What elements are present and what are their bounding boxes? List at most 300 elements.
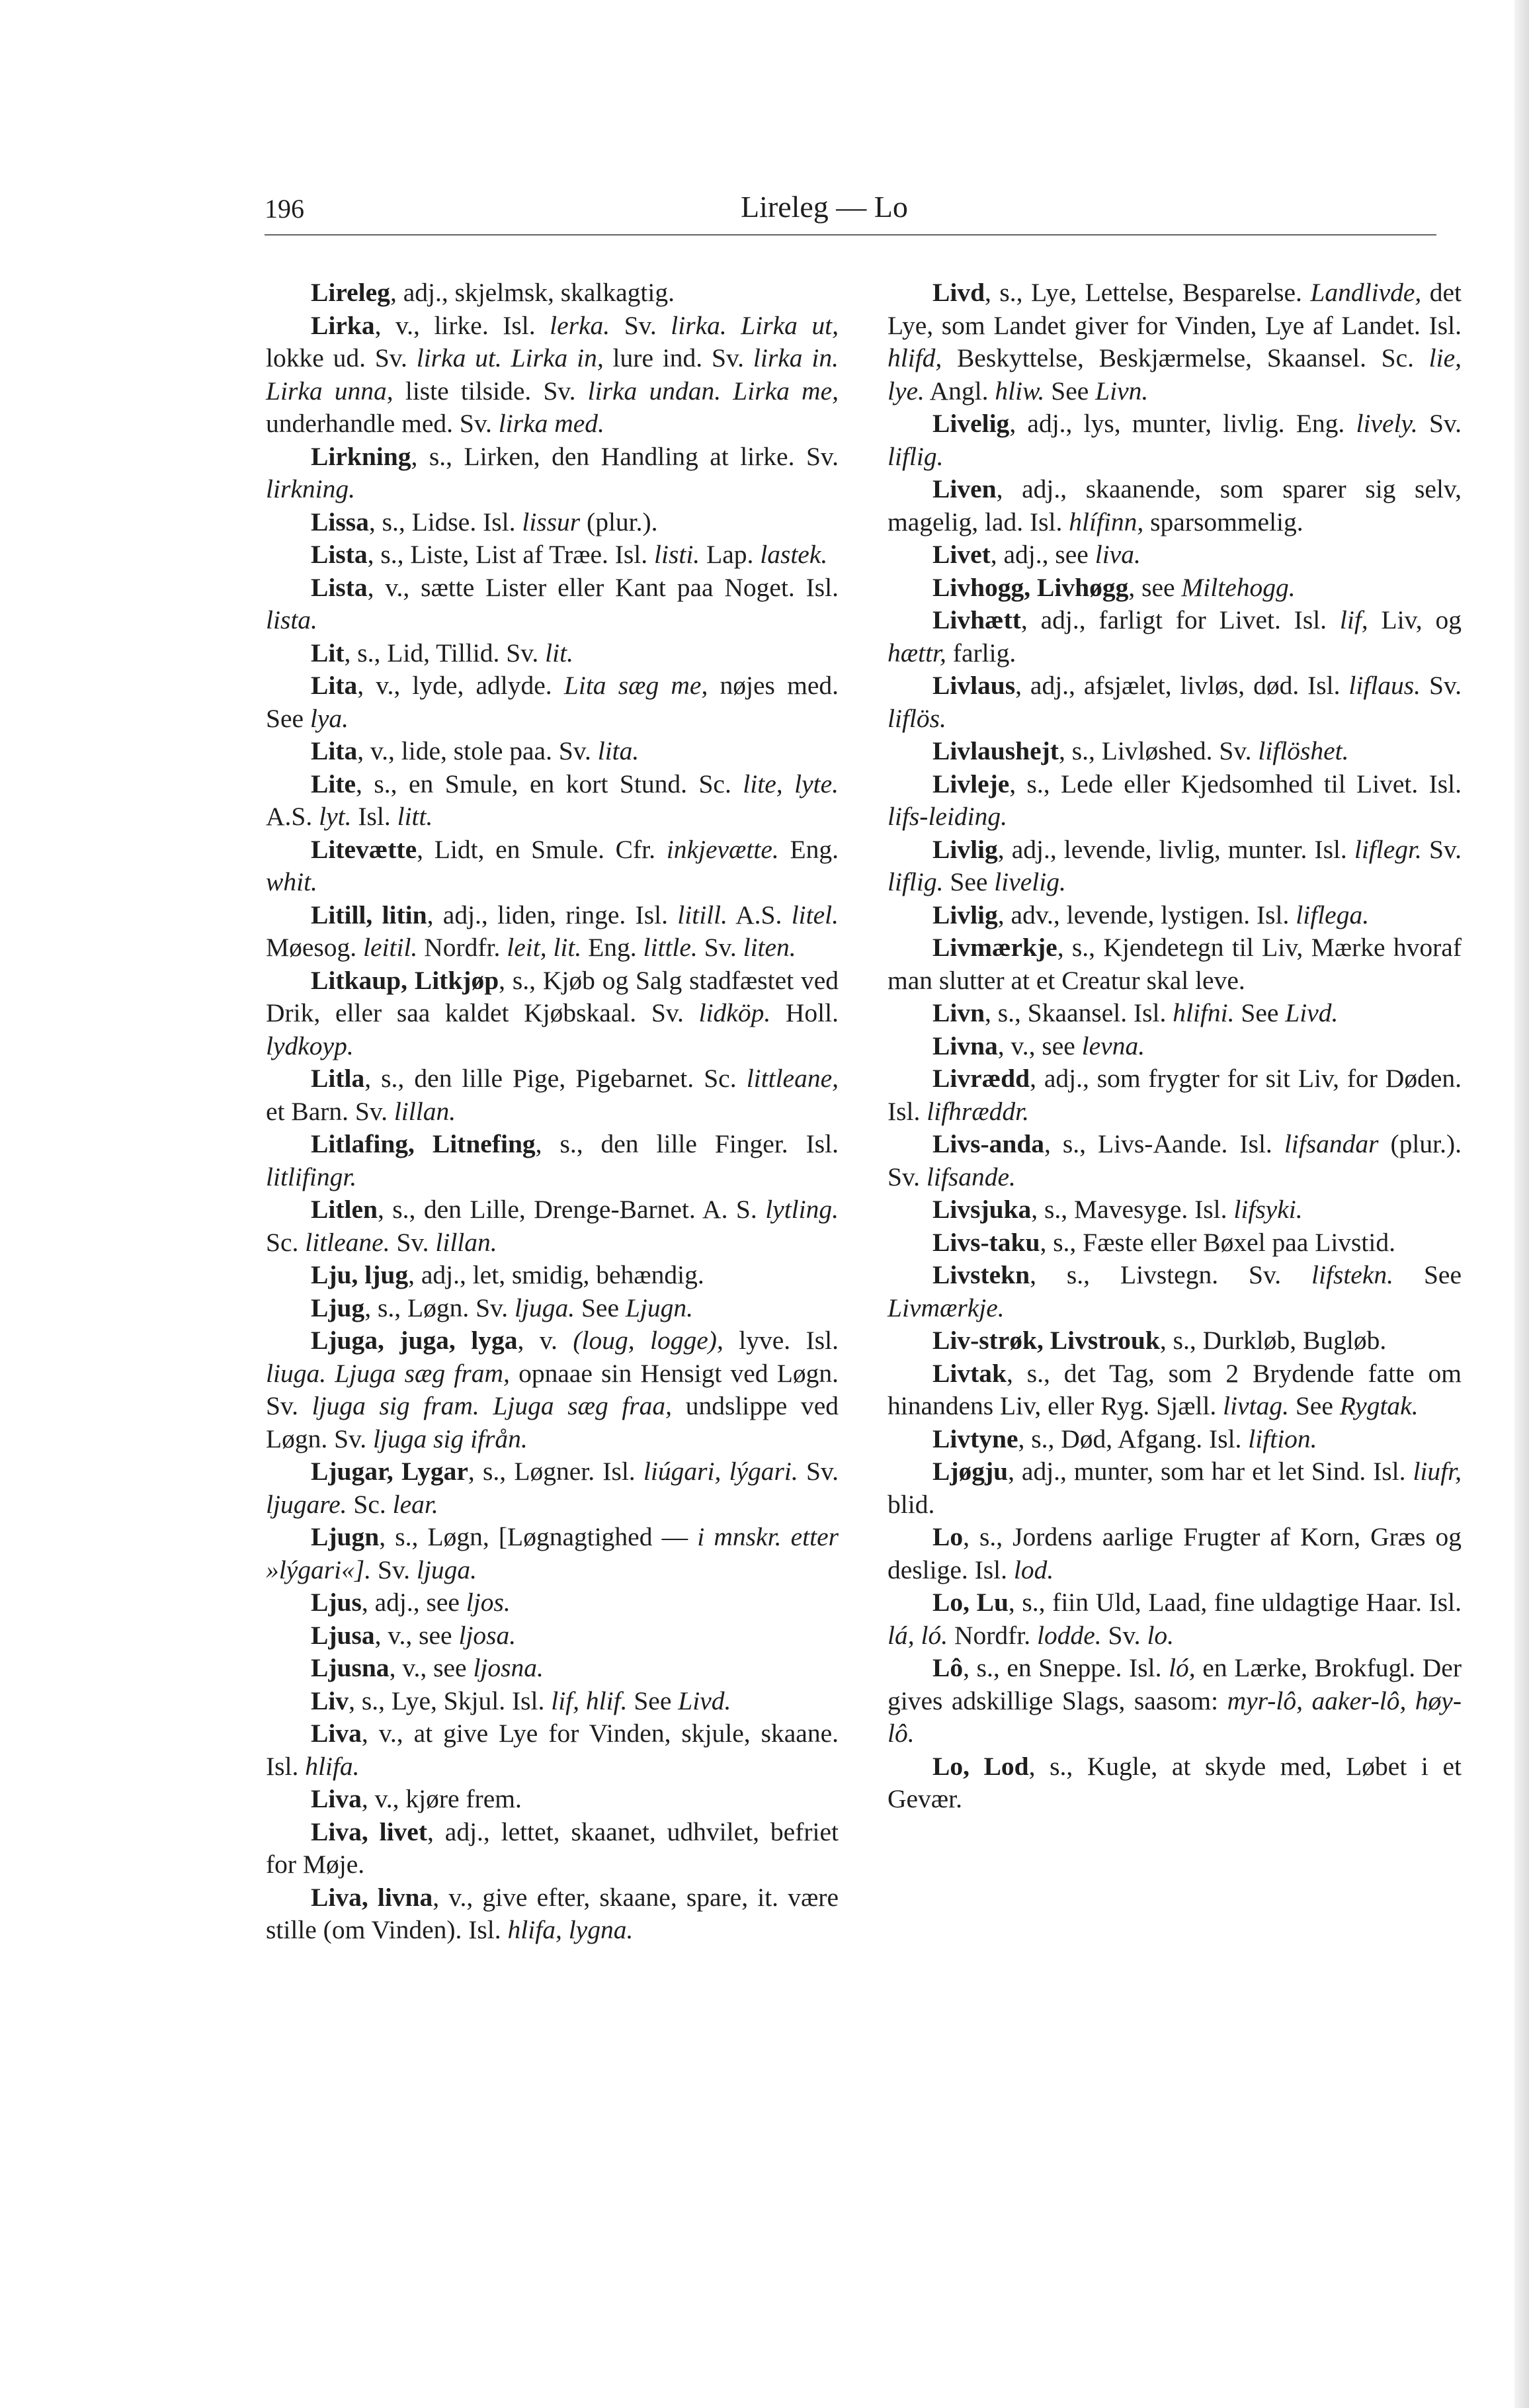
- definition-text: , adj., let, smidig, behændig.: [408, 1260, 704, 1289]
- italic-text: lifstekn.: [1311, 1260, 1393, 1289]
- italic-text: little.: [643, 933, 698, 962]
- definition-text: Sv.: [1421, 671, 1462, 700]
- headword: Liva, livet: [311, 1817, 427, 1846]
- definition-text: See: [575, 1293, 626, 1322]
- italic-text: litleane.: [305, 1227, 390, 1257]
- definition-text: , adj., see: [990, 540, 1095, 569]
- italic-text: lerka.: [550, 310, 610, 340]
- definition-text: , adj., liden, ringe. Isl.: [427, 900, 678, 929]
- italic-text: lif, hlif.: [551, 1686, 628, 1715]
- italic-text: hlifd,: [888, 343, 942, 372]
- italic-text: litt.: [397, 802, 433, 831]
- definition-text: Eng.: [581, 933, 643, 962]
- definition-text: , v., sætte Lister eller Kant paa Noget. Isl.: [367, 572, 839, 602]
- headword: Livrædd: [932, 1064, 1030, 1093]
- dictionary-entry: [266, 1324, 839, 1455]
- definition-text: , s., Livstegn. Sv.: [1030, 1260, 1312, 1289]
- dictionary-entry: [266, 1259, 839, 1292]
- italic-text: ló,: [1169, 1653, 1196, 1682]
- definition-text: A.S.: [266, 802, 319, 831]
- italic-text: livtag.: [1223, 1391, 1289, 1420]
- italic-text: livelig.: [994, 867, 1066, 896]
- italic-text: Landlivde,: [1310, 278, 1422, 307]
- definition-text: , s., Kjendetegn til Liv, Mærke hvoraf man slutter at et Creatur skal leve.: [888, 933, 1462, 995]
- italic-text: Livn.: [1095, 376, 1149, 406]
- headword: Lissa: [311, 507, 369, 537]
- headword: Lista: [311, 540, 368, 569]
- headword: Ljusa: [311, 1620, 375, 1650]
- headword: Ljus: [311, 1588, 362, 1617]
- definition-text: , s., den Lille, Drenge-Barnet. A. S.: [377, 1195, 766, 1224]
- definition-text: Beskyttelse, Beskjærmelse, Skaansel. Sc.: [942, 343, 1429, 372]
- italic-text: litill.: [677, 900, 728, 929]
- definition-text: , s., Lidse. Isl.: [368, 507, 522, 537]
- definition-text: , s., Løgn, [Løgnagtighed —: [379, 1522, 698, 1551]
- italic-text: liúgari, lýgari.: [643, 1457, 798, 1486]
- definition-text: , v., lirke. Isl.: [374, 310, 550, 340]
- italic-text: Miltehogg.: [1181, 572, 1296, 602]
- headword: Livelig: [932, 409, 1010, 438]
- dictionary-entry: [266, 1521, 839, 1586]
- headword: Liven: [932, 474, 997, 503]
- definition-text: A.S.: [727, 900, 792, 929]
- italic-text: lydkoyp.: [266, 1031, 354, 1060]
- definition-text: , v., kjøre frem.: [361, 1784, 522, 1813]
- italic-text: lista.: [266, 605, 317, 634]
- definition-text: liste tilside. Sv.: [393, 376, 588, 406]
- italic-text: lite, lyte.: [743, 769, 839, 798]
- dictionary-entry: [888, 834, 1462, 899]
- definition-text: , s., Skaansel. Isl.: [985, 998, 1173, 1027]
- dictionary-entry: [888, 1062, 1462, 1128]
- definition-text: Sc.: [347, 1489, 393, 1519]
- dictionary-entry: [266, 441, 839, 506]
- headword: Lirka: [311, 310, 375, 340]
- italic-text: hlifa.: [305, 1751, 360, 1781]
- dictionary-entry: [888, 1455, 1462, 1521]
- dictionary-entry: [888, 538, 1462, 572]
- definition-text: Nordfr.: [417, 933, 507, 962]
- italic-text: whit.: [266, 867, 317, 896]
- definition-text: lure ind. Sv.: [603, 343, 753, 372]
- dictionary-entry: [266, 899, 839, 965]
- italic-text: hliw.: [995, 376, 1045, 406]
- running-head: [265, 190, 1436, 236]
- definition-text: See: [1044, 376, 1096, 406]
- italic-text: liflig.: [888, 441, 944, 471]
- headword: Ljøgju: [932, 1457, 1009, 1486]
- definition-text: , s., Lid, Tillid. Sv.: [344, 638, 546, 667]
- definition-text: , s., Lye, Lettelse, Besparelse.: [985, 278, 1311, 307]
- dictionary-entry: [266, 965, 839, 1063]
- dictionary-entry: [266, 538, 839, 572]
- headword: Lo, Lod: [932, 1751, 1029, 1781]
- headword: Ljugar, Lygar: [311, 1457, 468, 1486]
- italic-text: Ljugn.: [625, 1293, 693, 1322]
- headword: Lista: [311, 572, 368, 602]
- dictionary-entry: [266, 834, 839, 899]
- dictionary-entry: [266, 1062, 839, 1128]
- headword: Livhætt: [932, 605, 1021, 634]
- italic-text: lit.: [545, 638, 573, 667]
- headword: Livstekn: [932, 1260, 1030, 1289]
- definition-text: Nordfr.: [948, 1620, 1038, 1650]
- dictionary-entry: [888, 1521, 1462, 1586]
- definition-text: underhandle med. Sv.: [266, 409, 499, 438]
- headword: Lo: [932, 1522, 964, 1551]
- right-column: [888, 277, 1462, 1816]
- definition-text: sparsommelig.: [1143, 507, 1303, 537]
- headword: Livmærkje: [932, 933, 1057, 962]
- italic-text: liflegr.: [1354, 834, 1422, 864]
- italic-text: Rygtak.: [1339, 1391, 1419, 1420]
- definition-text: Sv.: [798, 1457, 839, 1486]
- italic-text: lidköp.: [698, 998, 771, 1027]
- headword: Livlaushejt: [932, 736, 1059, 765]
- dictionary-entry: [888, 1128, 1462, 1193]
- definition-text: , adv., levende, lystigen. Isl.: [997, 900, 1296, 929]
- definition-text: , adj., som frygter for sit Liv, for Døden. Isl.: [888, 1064, 1462, 1126]
- italic-text: leitil.: [363, 933, 418, 962]
- italic-text: myr-lô, aaker-lô, høy-lô.: [888, 1686, 1462, 1748]
- italic-text: Livd.: [678, 1686, 731, 1715]
- dictionary-entry: [888, 1226, 1462, 1260]
- dictionary-entry: [888, 1324, 1462, 1357]
- headword: Litlen: [311, 1195, 378, 1224]
- italic-text: lirka undan. Lirka me,: [587, 376, 839, 406]
- dictionary-entry: [266, 310, 839, 441]
- definition-text: et Barn. Sv.: [266, 1096, 394, 1126]
- dictionary-entry: [888, 1586, 1462, 1652]
- dictionary-entry: [888, 735, 1462, 768]
- italic-text: lively.: [1356, 409, 1418, 438]
- header-title: Lireleg — Lo: [741, 190, 908, 224]
- dictionary-entry: [888, 997, 1462, 1030]
- italic-text: litel.: [791, 900, 839, 929]
- dictionary-entry: [266, 669, 839, 735]
- headword: Lita: [311, 736, 358, 765]
- definition-text: det Lye, som Landet giver for Vinden, Lye af Landet. Isl.: [888, 278, 1462, 340]
- definition-text: , adj., levende, livlig, munter. Isl.: [997, 834, 1354, 864]
- headword: Lô: [932, 1653, 964, 1682]
- italic-text: lirka in. Lirka unna,: [266, 343, 839, 406]
- dictionary-entry: [888, 604, 1462, 669]
- dictionary-entry: [266, 1816, 839, 1881]
- page-edge: [1514, 0, 1529, 2408]
- headword: Ljugn: [311, 1522, 380, 1551]
- italic-text: inkjevætte.: [666, 834, 779, 864]
- dictionary-entry: [888, 1030, 1462, 1063]
- italic-text: lifsyki.: [1233, 1195, 1303, 1224]
- definition-text: See: [1234, 998, 1286, 1027]
- italic-text: lirkning.: [266, 474, 355, 503]
- definition-text: , adj., see: [361, 1588, 466, 1617]
- dictionary-entry: [888, 768, 1462, 834]
- italic-text: lod.: [1013, 1555, 1054, 1584]
- definition-text: , v., at give Lye for Vinden, skjule, skaane. Isl.: [266, 1719, 839, 1781]
- definition-text: , adj., skjelmsk, skalkagtig.: [390, 278, 675, 307]
- italic-text: hlifa, lygna.: [507, 1915, 634, 1944]
- definition-text: Lap.: [700, 540, 761, 569]
- headword: Ljug: [311, 1293, 365, 1322]
- definition-text: , s., den lille Pige, Pigebarnet. Sc.: [364, 1064, 747, 1093]
- headword: Lireleg: [311, 278, 390, 307]
- dictionary-entry: [266, 572, 839, 637]
- headword: Liva, livna: [311, 1882, 433, 1912]
- definition-text: , see: [1128, 572, 1182, 602]
- italic-text: lillan.: [393, 1096, 456, 1126]
- header-rule: [265, 234, 1436, 236]
- dictionary-entry: [888, 1750, 1462, 1816]
- dictionary-entry: [266, 768, 839, 834]
- italic-text: litlifingr.: [266, 1162, 357, 1191]
- italic-text: lifsandar: [1284, 1129, 1379, 1158]
- definition-text: , s., Livs-Aande. Isl.: [1044, 1129, 1284, 1158]
- italic-text: lif,: [1339, 605, 1368, 634]
- definition-text: Sv.: [610, 310, 671, 340]
- definition-text: , s., Livløshed. Sv.: [1058, 736, 1259, 765]
- headword: Livn: [932, 998, 985, 1027]
- definition-text: See: [943, 867, 995, 896]
- dictionary-entry: [266, 637, 839, 670]
- definition-text: , s., Løgner. Isl.: [468, 1457, 643, 1486]
- headword: Livlaus: [932, 671, 1016, 700]
- definition-text: Isl.: [351, 802, 397, 831]
- definition-text: , s., en Smule, en kort Stund. Sc.: [356, 769, 743, 798]
- italic-text: lastek.: [760, 540, 828, 569]
- definition-text: (plur.). Sv.: [888, 1129, 1462, 1191]
- definition-text: lokke ud. Sv.: [266, 343, 417, 372]
- italic-text: liflöshet.: [1258, 736, 1349, 765]
- headword: Livna: [932, 1031, 998, 1060]
- headword: Livtyne: [932, 1424, 1018, 1453]
- italic-text: lifhræddr.: [927, 1096, 1030, 1126]
- definition-text: (plur.).: [580, 507, 658, 537]
- italic-text: Livd.: [1285, 998, 1339, 1027]
- definition-text: Sc.: [266, 1227, 306, 1257]
- italic-text: ljosa.: [458, 1620, 517, 1650]
- definition-text: Sv.: [1421, 834, 1462, 864]
- definition-text: Angl.: [924, 376, 995, 406]
- italic-text: Lita sæg me,: [563, 671, 708, 700]
- definition-text: Sv.: [1101, 1620, 1147, 1650]
- dictionary-entry: [266, 1619, 839, 1653]
- definition-text: , adj., lettet, skaanet, udhvilet, befriet for Møje.: [266, 1817, 839, 1879]
- dictionary-entry: [888, 1423, 1462, 1456]
- definition-text: , v., see: [389, 1653, 474, 1682]
- italic-text: leit, lit.: [507, 933, 582, 962]
- definition-text: , s., Lede eller Kjedsomhed til Livet. Isl.: [1009, 769, 1462, 798]
- italic-text: liuga. Ljuga sæg fram,: [266, 1358, 510, 1388]
- dictionary-entry: [266, 1455, 839, 1521]
- dictionary-entry: [266, 277, 839, 310]
- definition-text: , s., Mavesyge. Isl.: [1031, 1195, 1234, 1224]
- definition-text: , v., see: [997, 1031, 1082, 1060]
- italic-text: ljugare.: [266, 1489, 347, 1519]
- definition-text: , v., lide, stole paa. Sv.: [357, 736, 598, 765]
- italic-text: listi.: [654, 540, 700, 569]
- headword: Litkaup, Litkjøp: [311, 965, 499, 995]
- headword: Liv-strøk, Livstrouk: [932, 1326, 1160, 1355]
- definition-text: See: [627, 1686, 679, 1715]
- italic-text: lita.: [597, 736, 640, 765]
- definition-text: , s., det Tag, som 2 Brydende fatte om hinandens Liv, eller Ryg. Sjæll.: [888, 1358, 1462, 1420]
- italic-text: lodde.: [1037, 1620, 1102, 1650]
- definition-text: , s., Kjøb og Salg stadfæstet ved Drik, eller saa kaldet Kjøbskaal. Sv.: [266, 965, 839, 1027]
- headword: Livleje: [932, 769, 1010, 798]
- definition-text: undslippe ved Løgn. Sv.: [266, 1391, 839, 1453]
- definition-text: , s., den lille Finger. Isl.: [535, 1129, 839, 1158]
- definition-text: , adj., farligt for Livet. Isl.: [1020, 605, 1340, 634]
- italic-text: lá, ló.: [888, 1620, 948, 1650]
- definition-text: , v., lyde, adlyde.: [357, 671, 564, 700]
- definition-text: Holl.: [770, 998, 839, 1027]
- headword: Livd: [932, 278, 985, 307]
- headword: Liv: [311, 1686, 349, 1715]
- definition-text: , s., Lirken, den Handling at lirke. Sv.: [411, 441, 839, 471]
- dictionary-entry: [266, 1193, 839, 1259]
- dictionary-entry: [266, 1685, 839, 1718]
- dictionary-entry: [888, 473, 1462, 538]
- italic-text: Livmærkje.: [888, 1293, 1005, 1322]
- definition-text: , s., en Sneppe. Isl.: [963, 1653, 1169, 1682]
- italic-text: ljuga sig ifrån.: [373, 1424, 528, 1453]
- headword: Lit: [311, 638, 345, 667]
- definition-text: , v.: [517, 1326, 573, 1355]
- italic-text: lya.: [310, 703, 349, 733]
- italic-text: ljos.: [466, 1588, 511, 1617]
- headword: Livs-anda: [932, 1129, 1045, 1158]
- headword: Litevætte: [311, 834, 417, 864]
- dictionary-entry: [888, 669, 1462, 735]
- headword: Livhogg, Livhøgg: [932, 572, 1129, 602]
- headword: Livet: [932, 540, 991, 569]
- definition-text: See: [1288, 1391, 1340, 1420]
- headword: Liva: [311, 1719, 362, 1748]
- definition-text: , adj., lys, munter, livlig. Eng.: [1009, 409, 1356, 438]
- headword: Litill, litin: [311, 900, 427, 929]
- headword: Lju, ljug: [311, 1260, 409, 1289]
- headword: Livs-taku: [932, 1227, 1040, 1257]
- dictionary-entry: [888, 931, 1462, 997]
- italic-text: lo.: [1147, 1620, 1175, 1650]
- italic-text: liten.: [743, 933, 796, 962]
- dictionary-entry: [266, 1586, 839, 1619]
- dictionary-entry: [266, 735, 839, 768]
- definition-text: Eng.: [778, 834, 839, 864]
- dictionary-entry: [266, 1652, 839, 1685]
- italic-text: ljosna.: [473, 1653, 544, 1682]
- page-number: 196: [265, 194, 304, 224]
- definition-text: blid.: [888, 1489, 935, 1519]
- headword: Livlig: [932, 834, 998, 864]
- definition-text: , s., Liste, List af Træe. Isl.: [367, 540, 655, 569]
- definition-text: , adj., skaanende, som sparer sig selv, magelig, lad. Isl.: [888, 474, 1462, 537]
- italic-text: lifs-leiding.: [888, 802, 1008, 831]
- italic-text: liflaus.: [1348, 671, 1421, 700]
- dictionary-entry: [888, 1357, 1462, 1423]
- dictionary-entry: [888, 899, 1462, 932]
- headword: Livtak: [932, 1358, 1007, 1388]
- italic-text: levna.: [1081, 1031, 1145, 1060]
- dictionary-entry: [266, 1783, 839, 1816]
- headword: Ljusna: [311, 1653, 390, 1682]
- headword: Lo, Lu: [932, 1588, 1009, 1617]
- definition-text: farlig.: [946, 638, 1016, 667]
- italic-text: ljuga sig fram. Ljuga sæg fraa,: [311, 1391, 673, 1420]
- definition-text: Sv.: [697, 933, 743, 962]
- definition-text: , s., Kugle, at skyde med, Løbet i et Gevær.: [888, 1751, 1462, 1813]
- italic-text: lillan.: [435, 1227, 497, 1257]
- definition-text: Sv.: [390, 1227, 436, 1257]
- italic-text: hlifni.: [1173, 998, 1235, 1027]
- headword: Liva: [311, 1784, 362, 1813]
- italic-text: littleane,: [746, 1064, 839, 1093]
- definition-text: , v., give efter, skaane, spare, it. være stille (om Vinden). Isl.: [266, 1882, 839, 1944]
- italic-text: ljuga.: [515, 1293, 575, 1322]
- italic-text: liftion.: [1248, 1424, 1317, 1453]
- definition-text: Sv.: [1417, 409, 1462, 438]
- dictionary-entry: [888, 1193, 1462, 1226]
- headword: Litlafing, Litnefing: [311, 1129, 536, 1158]
- italic-text: liufr,: [1413, 1457, 1462, 1486]
- definition-text: , s., fiin Uld, Laad, fine uldagtige Haar. Isl.: [1008, 1588, 1462, 1617]
- dictionary-entry: [266, 1128, 839, 1193]
- definition-text: , s., Durkløb, Bugløb.: [1159, 1326, 1387, 1355]
- dictionary-entry: [266, 506, 839, 539]
- italic-text: liflig.: [888, 867, 944, 896]
- definition-text: Sv.: [371, 1555, 417, 1584]
- headword: Livlig: [932, 900, 998, 929]
- italic-text: lear.: [392, 1489, 438, 1519]
- left-column: [266, 277, 839, 1947]
- definition-text: opnaae sin Hensigt ved Løgn. Sv.: [266, 1358, 839, 1420]
- dictionary-entry: [266, 1292, 839, 1325]
- definition-text: , adj., afsjælet, livløs, død. Isl.: [1015, 671, 1349, 700]
- dictionary-entry: [888, 408, 1462, 473]
- italic-text: liva.: [1095, 540, 1141, 569]
- italic-text: lyt.: [319, 802, 352, 831]
- headword: Ljuga, juga, lyga: [311, 1326, 518, 1355]
- definition-text: , adj., munter, som har et let Sind. Isl.: [1008, 1457, 1413, 1486]
- italic-text: liflega.: [1296, 900, 1370, 929]
- italic-text: lissur: [522, 507, 581, 537]
- italic-text: lirka med.: [498, 409, 604, 438]
- definition-text: Møesog.: [266, 933, 364, 962]
- definition-text: , Lidt, en Smule. Cfr.: [417, 834, 667, 864]
- italic-text: lie, lye.: [888, 343, 1462, 406]
- italic-text: ljuga.: [416, 1555, 477, 1584]
- italic-text: hlífinn,: [1069, 507, 1144, 537]
- headword: Lite: [311, 769, 356, 798]
- italic-text: hættr,: [888, 638, 946, 667]
- dictionary-entry: [888, 1652, 1462, 1750]
- definition-text: , s., Død, Afgang. Isl.: [1018, 1424, 1249, 1453]
- definition-text: nøjes med. See: [266, 671, 839, 733]
- definition-text: , s., Løgn. Sv.: [364, 1293, 515, 1322]
- definition-text: en Lærke, Brokfugl. Der gives adskillige Slags, saasom:: [888, 1653, 1462, 1715]
- definition-text: Liv, og: [1368, 605, 1462, 634]
- headword: Livsjuka: [932, 1195, 1032, 1224]
- dictionary-entry: [888, 572, 1462, 605]
- italic-text: liflös.: [888, 703, 946, 733]
- definition-text: , s., Lye, Skjul. Isl.: [349, 1686, 552, 1715]
- dictionary-entry: [888, 277, 1462, 408]
- italic-text: lifsande.: [926, 1162, 1016, 1191]
- definition-text: See: [1393, 1260, 1462, 1289]
- headword: Lirkning: [311, 441, 411, 471]
- headword: Lita: [311, 671, 358, 700]
